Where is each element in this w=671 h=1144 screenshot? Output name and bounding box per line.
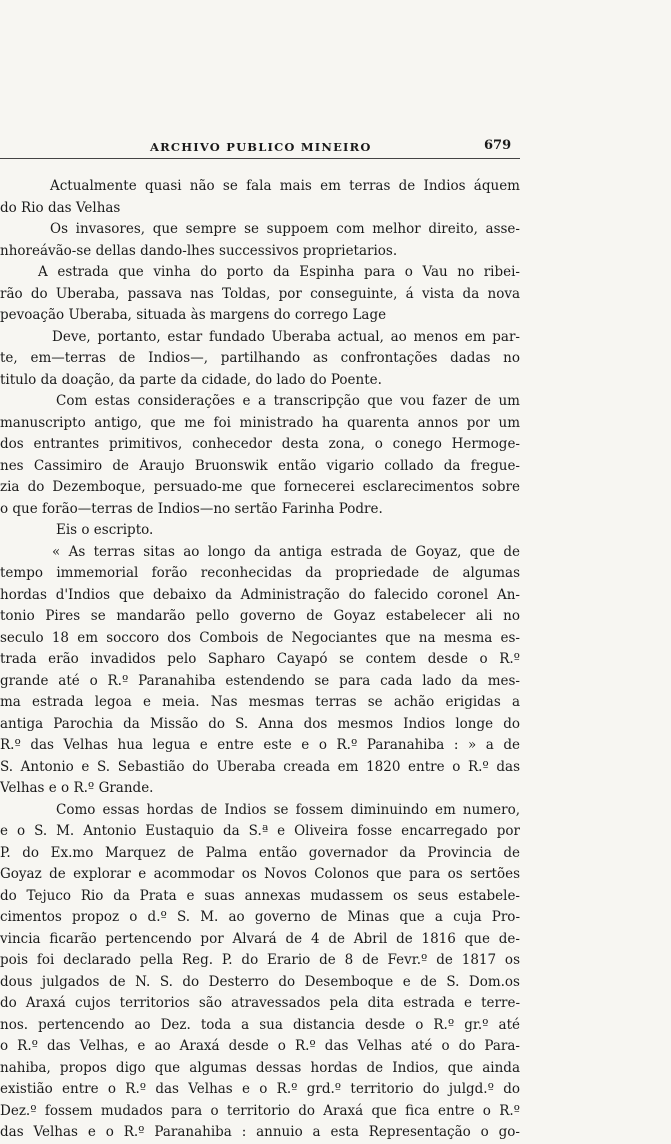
text-line: pevoação Uberaba, situada às margens do corrego Lage	[0, 307, 387, 323]
text-line: grande até o R.º Paranahiba estendendo se para cada lado da mes-	[0, 672, 520, 689]
text-line: P. do Ex.mo Marquez de Palma então governador da Provincia de	[0, 844, 520, 861]
body-text	[0, 176, 520, 1144]
text-line: nahiba, propos digo que algumas dessas hordas de Indios, que ainda	[0, 1059, 520, 1076]
text-line: Como essas hordas de Indios se fossem diminuindo em numero,	[56, 801, 520, 818]
text-line: seculo 18 em soccoro dos Combois de Negociantes que na mesma es-	[0, 629, 520, 646]
text-line: e o S. M. Antonio Eustaquio da S.ª e Oliveira fosse encarregado por	[0, 823, 520, 839]
text-line: tempo immemorial forão reconhecidas da propriedade de algumas	[0, 565, 520, 581]
page-number: 679	[484, 138, 512, 153]
text-line: Velhas e o R.º Grande.	[0, 780, 154, 796]
text-line: do Tejuco Rio da Prata e suas annexas mudassem os seus estabele-	[0, 887, 520, 904]
text-line: Eis o escripto.	[56, 522, 154, 538]
text-line: rão do Uberaba, passava nas Toldas, por conseguinte, á vista da nova	[0, 285, 520, 302]
text-line: dous julgados de N. S. do Desterro do Desemboque e de S. Dom.os	[0, 973, 520, 990]
text-line: do Rio das Velhas	[0, 199, 121, 216]
text-line: S. Antonio e S. Sebastião do Uberaba creada em 1820 entre o R.º das	[0, 758, 520, 775]
text-line: nes Cassimiro de Araujo Bruonswik então vigario collado da fregue-	[0, 457, 520, 474]
text-line: do Araxá cujos territorios são atravessados pela dita estrada e terre-	[0, 995, 520, 1011]
text-line: tonio Pires se mandarão pello governo de Goyaz estabelecer ali no	[0, 608, 520, 624]
text-line: das Velhas e o R.º Paranahiba : annuio a esta Representação o go-	[0, 1124, 520, 1140]
text-line: nos. pertencendo ao Dez. toda a sua distancia desde o R.º gr.º até	[0, 1016, 520, 1033]
text-line: o R.º das Velhas, e ao Araxá desde o R.º das Velhas até o do Para-	[0, 1038, 520, 1054]
text-line: Os invasores, que sempre se suppoem com melhor direito, asse-	[50, 221, 520, 237]
text-line: te, em—terras de Indios—, partilhando as confrontações dadas no	[0, 350, 520, 366]
text-line: pois foi declarado pella Reg. P. do Erario de 8 de Fevr.º de 1817 os	[0, 952, 520, 968]
text-line: cimentos propoz o d.º S. M. ao governo de Minas que a cuja Pro-	[0, 909, 520, 925]
text-line: Com estas considerações e a transcripção que vou fazer de um	[56, 393, 520, 409]
text-line: dos entrantes primitivos, conhecedor desta zona, o conego Hermoge-	[0, 436, 520, 452]
text-line: hordas d'Indios que debaixo da Administração do falecido coronel An-	[0, 586, 520, 603]
text-line: ma estrada legoa e meia. Nas mesmas terras se achão erigidas a	[0, 694, 520, 710]
text-line: zia do Dezemboque, persuado-me que fornecerei esclarecimentos sobre	[0, 479, 520, 495]
text-line: Deve, portanto, estar fundado Uberaba actual, ao menos em par-	[52, 328, 520, 345]
text-line: A estrada que vinha do porto da Espinha para o Vau no ribei-	[38, 264, 520, 280]
text-line: trada erão invadidos pelo Sapharo Cayapó se contem desde o R.º	[0, 651, 520, 667]
text-line: antiga Parochia da Missão do S. Anna dos mesmos Indios longe do	[0, 715, 520, 732]
text-line: o que forão—terras de Indios—no sertão Farinha Podre.	[0, 500, 383, 517]
text-line: existião entre o R.º das Velhas e o R.º grd.º territorio do julgd.º do	[0, 1081, 520, 1097]
text-line: manuscripto antigo, que me foi ministrado ha quarenta annos por um	[0, 414, 520, 431]
text-line: titulo da doação, da parte da cidade, do lado do Poente.	[0, 371, 382, 388]
header-rule	[0, 158, 520, 159]
header-title: ARCHIVO PUBLICO MINEIRO	[150, 140, 372, 154]
text-line: R.º das Velhas hua legua e entre este e o R.º Paranahiba : » a de	[0, 737, 520, 753]
text-line: Goyaz de explorar e acommodar os Novos Colonos que para os sertões	[0, 866, 520, 882]
text-line: nhoreávão-se dellas dando-lhes successivos proprietarios.	[0, 242, 398, 259]
text-line: « As terras sitas ao longo da antiga estrada de Goyaz, que de	[52, 543, 520, 560]
text-line: Dez.º fossem mudados para o territorio do Araxá que fica entre o R.º	[0, 1102, 520, 1119]
text-line: vincia ficarão pertencendo por Alvará de 4 de Abril de 1816 que de-	[0, 930, 520, 947]
text-line: Actualmente quasi não se fala mais em terras de Indios áquem	[50, 178, 520, 194]
